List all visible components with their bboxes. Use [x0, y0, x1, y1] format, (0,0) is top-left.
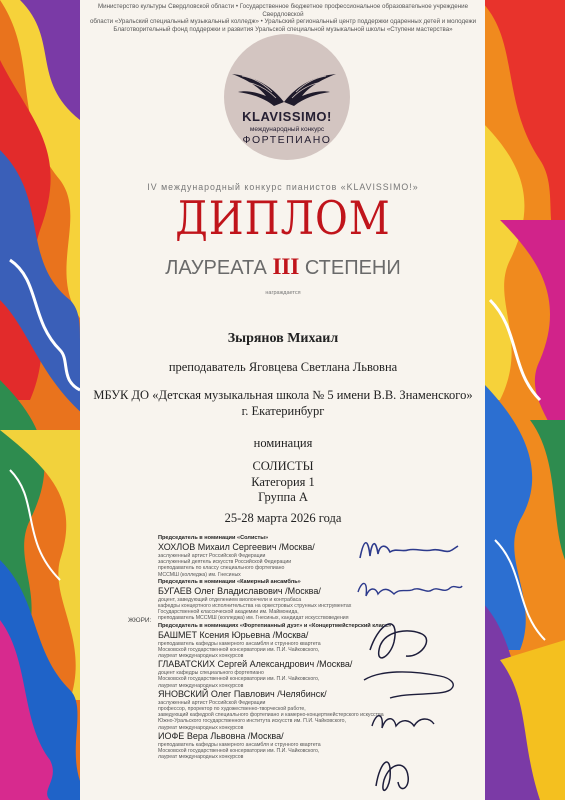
degree-numeral: III	[272, 254, 300, 279]
jury-member-desc: лауреат международных конкурсов	[158, 754, 244, 761]
jury-member-name: ХОХЛОВ Михаил Сергеевич /Москва/	[158, 542, 315, 552]
laureate-word: ЛАУРЕАТА	[165, 257, 267, 279]
recipient-school: МБУК ДО «Детская музыкальная школа № 5 имени В.В. Знаменского»	[93, 388, 473, 402]
jury-member-name: ЯНОВСКИЙ Олег Павлович /Челябинск/	[158, 688, 327, 699]
signature-iofe	[376, 762, 408, 790]
jury-member-desc: Государственной классической академии им. Маймонида,	[158, 609, 299, 616]
jury-member-desc: доцент кафедры специального фортепиано	[158, 670, 264, 677]
recipient-teacher: преподаватель Яговцева Светлана Львовна	[168, 360, 398, 374]
jury-member-desc: заслуженный артист Российской Федерации	[158, 553, 266, 559]
recipient-city: г. Екатеринбург	[241, 404, 325, 418]
jury-member-desc: заведующий кафедрой специального фортепиано и камерно-концертмейстерского искусства	[158, 712, 384, 719]
jury-member-desc: заслуженный деятель искусств Российской Федерации	[158, 559, 292, 566]
jury-member-name: БУГАЕВ Олег Владиславович /Москва/	[158, 585, 321, 596]
jury-caption: Председатель в номинации «Камерный ансамбль»	[158, 578, 301, 585]
nomination-line: Категория 1	[251, 474, 315, 489]
jury-member-name: БАШМЕТ Ксения Юрьевна /Москва/	[158, 629, 309, 640]
nomination-block	[84, 459, 482, 506]
nomination-line: СОЛИСТЫ	[252, 459, 314, 473]
jury-member-desc: преподаватель МССМШ (колледжа) им. Гнесиных, кандидат искусствоведения	[158, 615, 349, 622]
nomination-line: Группа А	[258, 490, 308, 504]
jury-member-desc: лауреат международных конкурсов	[158, 724, 244, 731]
jury-member-desc: МССМШ (колледжа) им. Гнесиных	[158, 571, 241, 578]
jury-member-desc: Московской государственной консерватории им. П.И. Чайковского,	[158, 748, 320, 755]
header-line: области «Уральский специальный музыкальный колледж» • Уральский региональный центр поддержки одаренных детей и молодежи	[89, 18, 477, 26]
organizers-header	[84, 3, 482, 33]
jury-member-desc: кафедры концертного исполнительства на оркестровых струнных инструментах	[158, 603, 352, 610]
jury-member-desc: заслуженный артист Российской Федерации	[158, 699, 266, 706]
awarded-label: награждается	[265, 290, 301, 296]
signature-khokhlov	[360, 543, 458, 558]
logo-main-word: ФОРТЕПИАНО	[242, 134, 332, 146]
signature-yanovskiy	[372, 716, 434, 728]
signature-glavatskikh	[364, 672, 453, 698]
jury-member-name: ИОФЕ Вера Львовна /Москва/	[158, 730, 284, 741]
signature-bugaev	[358, 583, 462, 596]
header-line: Министерство культуры Свердловской области • Государственное бюджетное профессиональное образовательное учреждение Свердловской	[97, 3, 469, 18]
jury-member-desc: преподаватель кафедры камерного ансамбля и струнного квартета	[158, 741, 321, 748]
logo-name: KLAVISSIMO!	[242, 109, 332, 124]
degree-word: СТЕПЕНИ	[304, 257, 401, 279]
bird-wings-icon	[230, 62, 338, 108]
jury-member-name: ГЛАВАТСКИХ Сергей Александрович /Москва/	[158, 659, 353, 670]
header-line: Благотворительный фонд поддержки и развития Уральской специальной музыкальной школы «Ступени мастерства»	[113, 25, 453, 33]
nomination-label: номинация	[253, 436, 313, 450]
laureate-degree	[84, 254, 482, 280]
jury-member-desc: Московской государственной консерватории им. П.И. Чайковского,	[158, 646, 320, 653]
diploma-title: ДИПЛОМ	[175, 192, 391, 246]
jury-member-desc: Южно-Уральского государственного института искусств им. П.И. Чайковского,	[158, 718, 347, 725]
jury-member-desc: доцент, заведующий отделением виолончели и контрабаса	[158, 596, 302, 603]
signature-bashmet	[370, 624, 427, 658]
recipient-name: Зырянов Михаил	[227, 331, 339, 346]
contest-dates: 25-28 марта 2026 года	[224, 511, 342, 525]
jury-signatures	[350, 530, 470, 800]
jury-caption: Председатель в номинациях «Фортепианный дуэт» и «Концертмейстерский класс»	[158, 622, 392, 629]
jury-member-desc: преподаватель кафедры камерного ансамбля и струнного квартета	[158, 640, 321, 647]
jury-member-desc: лауреат международных конкурсов	[158, 653, 244, 660]
jury-member-desc: лауреат международных конкурсов	[158, 682, 244, 689]
logo-subtitle: международный конкурс	[249, 126, 325, 133]
jury-member-desc: преподаватель по классу специального фортепиано	[158, 565, 285, 572]
contest-title: IV международный конкурс пианистов «KLAVISSIMO!»	[147, 182, 419, 192]
jury-caption: Председатель в номинации «Солисты»	[158, 535, 269, 541]
jury-member-desc: Московской государственной консерватории им. П.И. Чайковского,	[158, 676, 320, 683]
jury-member-desc: профессор, проректор по художественно-творческой работе,	[158, 706, 306, 713]
jury-label: ЖЮРИ:	[128, 617, 152, 624]
